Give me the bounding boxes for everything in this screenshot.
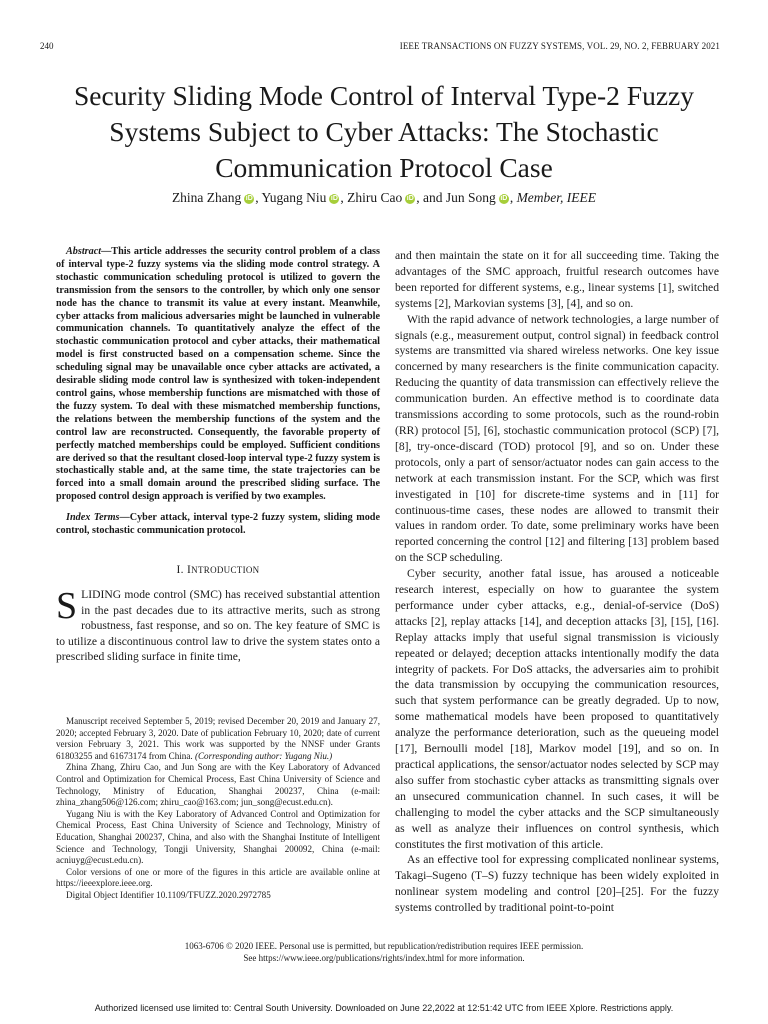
footnote-affiliation-2: Yugang Niu is with the Key Laboratory of Advanced Control and Optimization for Chemical Process, East China University of Science and Technology, Ministry of Education, Shanghai 200237, China, and also with the Shanghai Institute of Intelligent Science and Technology, Tongji University, Shanghai 200092, China (e-mail: acniuyg@ecust.edu.cn).	[56, 808, 380, 866]
section-title-rest: NTRODUCTION	[191, 564, 260, 575]
body-paragraph: and then maintain the state on it for all succeeding time. Taking the advantages of the SMC approach, fruitful research outcomes have been reported for different systems, e.g., linear systems [1], switched systems [2], Markovian systems [3], [4], and so on.	[395, 249, 719, 310]
author-name: Yugang Niu	[261, 190, 327, 205]
orcid-icon[interactable]: iD	[245, 195, 253, 202]
journal-header: IEEE TRANSACTIONS ON FUZZY SYSTEMS, VOL. 29, NO. 2, FEBRUARY 2021	[399, 41, 720, 51]
body-paragraph: Cyber security, another fatal issue, has aroused a noticeable research interest, especially on how to guarantee the system performance under cyber attacks, e.g., denial-of-service (DoS) attacks [2], replay attacks [14], and deception attacks [3], [15], [16]. Replay attacks imply that useful signal transmission is viciously repeated or delayed; deception attacks intentionally modify the data integrity of packets. For DoS attacks, the adversaries aim to prohibit the data transmission by occupying the communication resources, such that system performance can be greatly degraded. Up to now, some mathematical models have been proposed to quantitatively analyze the performance deterioration, such as the queueing model [17], Bernoulli model [18], Markov model [19], and so on. In practical applications, the sensor/actuator nodes selected by SCP may also suffer from stochastic cyber attacks as transmitting signals over an unsecured communication channel. In such cases, it will be challenging to model the cyber attacks and the SCP simultaneously as well as analyze their influences on control synthesis, which constitutes the first motivation of this article.	[395, 567, 719, 851]
footnote-doi: Digital Object Identifier 10.1109/TFUZZ.2020.2972785	[66, 889, 271, 900]
drop-cap: S	[56, 585, 78, 628]
footnotes	[56, 716, 380, 902]
orcid-icon[interactable]: iD	[500, 195, 508, 202]
author-list: Zhina Zhang iD , Yugang Niu iD , Zhiru Cao iD , and Jun Song iD , Member, IEEE	[171, 190, 597, 205]
author-name: and Jun Song	[423, 190, 496, 205]
index-terms	[56, 512, 380, 538]
copyright-notice	[40, 941, 728, 964]
section-title-initial: I	[187, 563, 192, 576]
author-name: Zhiru Cao	[347, 190, 403, 205]
author-name: Zhina Zhang	[171, 190, 242, 205]
abstract-text: This article addresses the security control problem of a class of interval type-2 fuzzy systems via the sliding mode control strategy. A stochastic communication scheduling protocol is utilized to govern the transmission from the sensors to the controller, by which only one sensor node has the chance to transmit its value at every instant. Meanwhile, cyber attacks from malicious adversaries might be launched in vulnerable communication channels. To quantitatively analyze the effect of the stochastic communication protocol and cyber attacks, their mathematical model is first constructed based on a compensation scheme. Since the scheduling signal may be unavailable once cyber attacks are activated, a desirable sliding mode control law is synthesized with token-independent control gains, whose membership functions are mismatched with those of the fuzzy system. To deal with these mismatched membership functions, the relations between the membership functions of the system and the control law are reconstructed. Consequently, the favorable property of perfectly matched memberships could be employed. Sufficient conditions are derived so that the resultant closed-loop interval type-2 fuzzy system is stochastically stable and, at the same time, the state trajectories can be forced into a small domain around the prescribed sliding surface. The proposed control design approach is verified by two examples.	[56, 246, 380, 503]
footnote-manuscript	[56, 716, 380, 762]
download-notice: Authorized licensed use limited to: Central South University. Downloaded on June 22,2022 at 12:51:42 UTC from IEEE Xplore. Restrictions apply.	[94, 1003, 674, 1013]
intro-paragraph	[56, 587, 380, 665]
footnote-affiliation-1: Zhina Zhang, Zhiru Cao, and Jun Song are with the Key Laboratory of Advanced Control and Optimization for Chemical Process, East China University of Science and Technology, Ministry of Education, Shanghai 200237, China (e-mail: zhina_zhang506@126.com; zhiru_cao@163.com; jun_song@ecust.edu.cn).	[56, 762, 380, 808]
abstract-label: Abstract	[66, 246, 102, 257]
copyright-link-line[interactable]: See https://www.ieee.org/publications/rights/index.html for more information.	[243, 952, 525, 963]
body-paragraph: As an effective tool for expressing complicated nonlinear systems, Takagi–Sugeno (T–S) fuzzy technique has been widely exploited in nonlinear system modeling and control [20]–[25]. For the fuzzy systems controlled by traditional point-to-point	[395, 853, 719, 915]
index-terms-label: Index Terms	[66, 512, 120, 524]
index-terms-dash: —	[119, 512, 130, 524]
abstract	[56, 246, 380, 504]
right-column	[395, 248, 719, 916]
abstract-dash: —	[101, 246, 112, 257]
footnote-text: Manuscript received September 5, 2019; revised December 20, 2019 and January 27, 2020; accepted February 3, 2020. Date of publication February 10, 2020; date of current version February 3, 2021. This work was supported by the NNSF under Grants 61803255 and 61673174 from China.	[56, 716, 380, 761]
paper-title: Security Sliding Mode Control of Interval Type-2 Fuzzy Systems Subject to Cyber Attacks: The Stochastic Communication Protocol Case	[73, 80, 695, 183]
left-column	[56, 246, 380, 665]
corresponding-author: (Corresponding author: Yugang Niu.)	[194, 750, 333, 761]
section-heading-introduction	[56, 563, 380, 578]
orcid-icon[interactable]: iD	[406, 195, 414, 202]
section-number: I.	[176, 563, 184, 576]
intro-text: LIDING mode control (SMC) has received substantial attention in the past decades due to its attractive merits, such as strong robustness, fast response, and so on. The key feature of SMC is to utilize a discontinuous control law to drive the system states onto a prescribed sliding surface in finite time,	[56, 588, 380, 664]
orcid-icon[interactable]: iD	[330, 195, 338, 202]
page-number: 240	[40, 41, 54, 51]
footnote-color-versions: Color versions of one or more of the figures in this article are available online at https://ieeexplore.ieee.org.	[56, 866, 380, 889]
body-paragraph: With the rapid advance of network technologies, a large number of signals (e.g., measurement output, control signal) in feedback control systems are transmitted via shared wireless networks. One key issue concerned by many researchers is the finite communication capacity. Reducing the quantity of data transmission can effectively relieve the communication burden. An effective method is to coordinate data transmissions according to some protocols, such as the round-robin (RR) protocol [5], [6], stochastic communication protocol (SCP) [7], [8], try-once-discard (TOD) protocol [9], and so on. Under these protocols, only a part of sensor/actuator nodes can gain access to the network at each transmission instant. For the SCP, which was first investigated in [10] for discrete-time systems and in [11] for continuous-time cases, these nodes are allowed to transmit their values in random order. To date, some preliminary works have been reported concerning the control [12] and filtering [13] problem based on the SCP scheduling.	[395, 312, 719, 565]
author-membership: Member, IEEE	[516, 190, 597, 205]
copyright-line: 1063-6706 © 2020 IEEE. Personal use is permitted, but republication/redistribution requires IEEE permission.	[184, 941, 584, 951]
index-terms-text: Cyber attack, interval type-2 fuzzy system, sliding mode control, stochastic communication protocol.	[56, 512, 380, 537]
